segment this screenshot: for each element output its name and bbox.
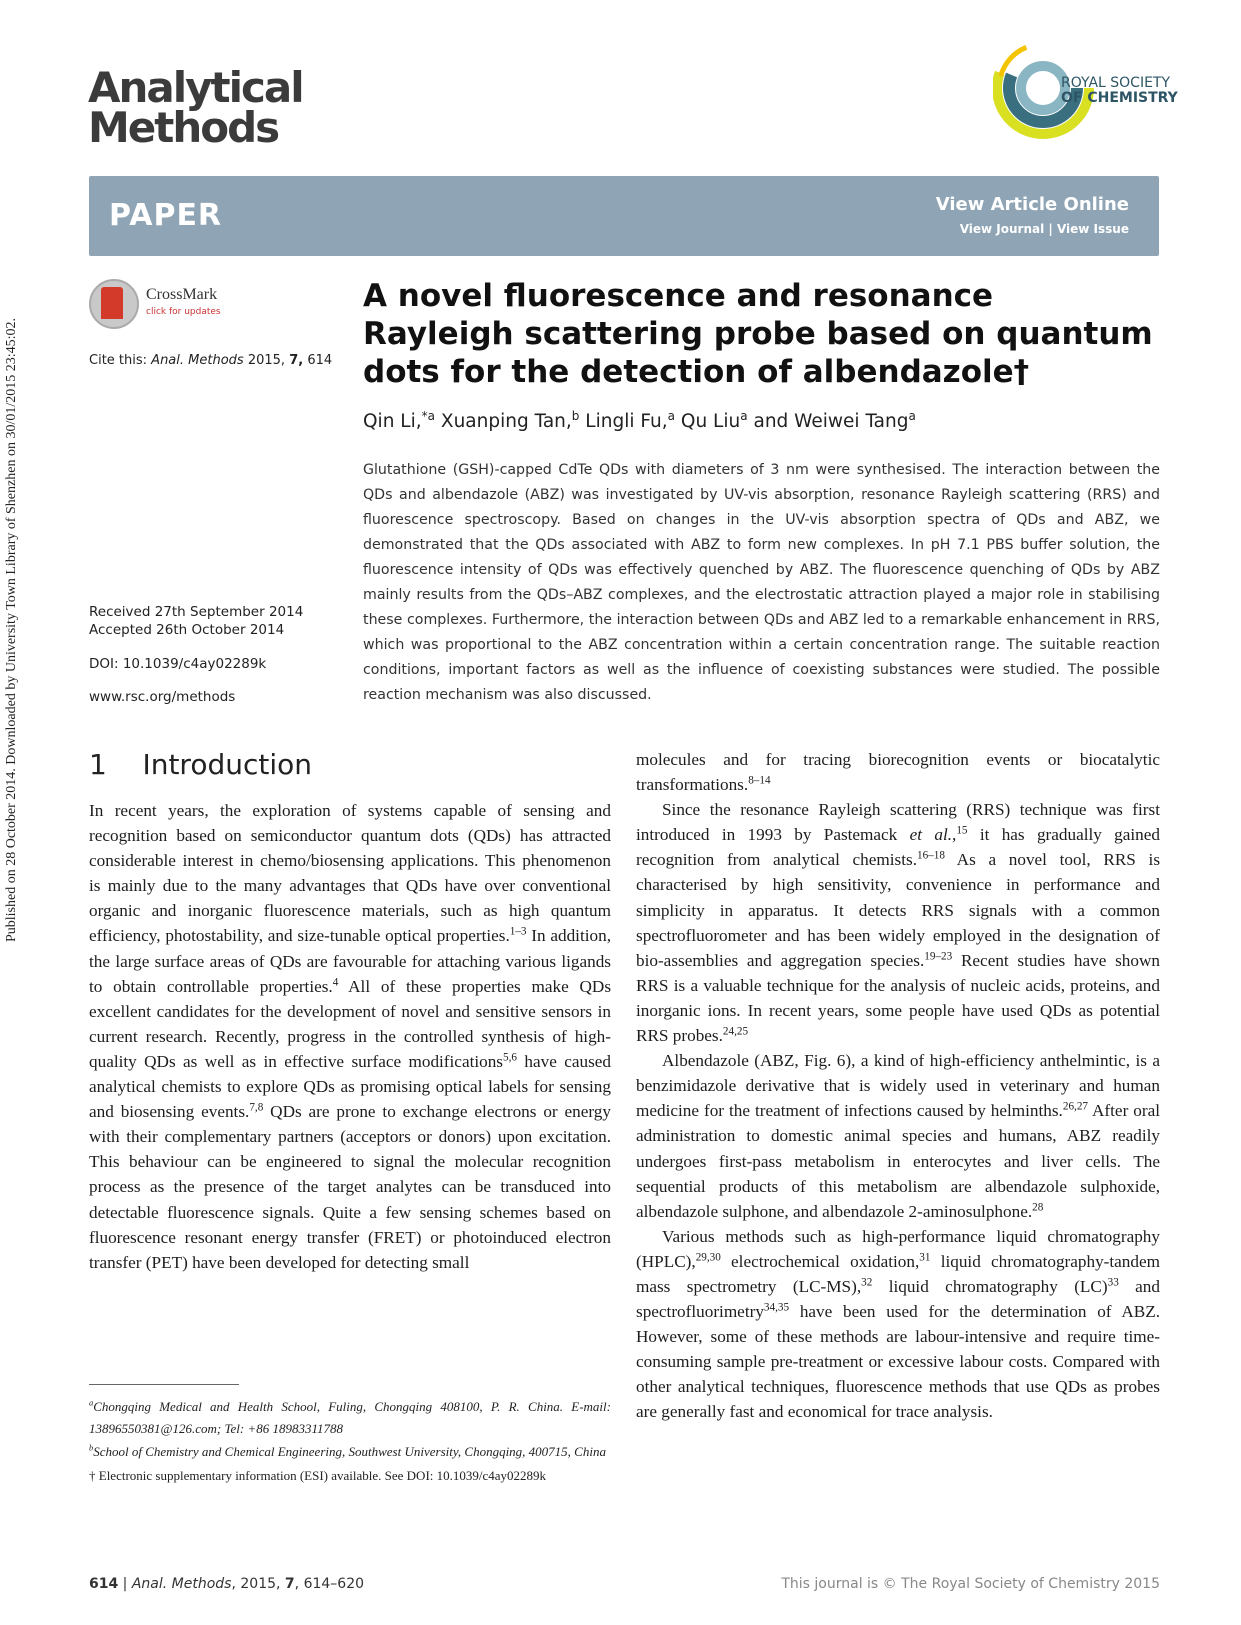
citation-ref[interactable]: 19–23: [924, 950, 953, 963]
text-run: and spectrofluorimetry: [636, 1276, 1160, 1322]
text-run: molecules and for tracing biorecognition events or biocatalytic transformations.: [636, 750, 1160, 795]
footnote-a-mark: a: [89, 1397, 94, 1408]
citation-ref[interactable]: 33: [1107, 1276, 1119, 1289]
footnote-affiliation-b: [89, 1441, 611, 1463]
journal-title-line1: Analytical: [88, 63, 303, 112]
citation-ref[interactable]: 29,30: [695, 1251, 721, 1264]
rsc-wordmark: [1061, 76, 1178, 106]
citation-ref[interactable]: 24,25: [722, 1025, 749, 1038]
citation-ref[interactable]: 34,35: [763, 1301, 790, 1314]
text-run: Various methods such as high-performance liquid chromatography (HPLC),: [636, 1226, 1160, 1271]
rsc-wordmark-line2: OF CHEMISTRY: [1061, 90, 1178, 106]
text-run: As a novel tool, RRS is characterised by high sensitivity, convenience in performance and simplicity in apparatus. It detects RRS signals with a common spectrofluorometer and has been widely employed in the designation of bio-assemblies and aggregation species.: [636, 850, 1161, 970]
abstract: Glutathione (GSH)-capped CdTe QDs with diameters of 3 nm were synthesised. The interaction between the QDs and albendazole (ABZ) was investigated by UV-vis absorption, resonance Rayleigh scattering (RRS) and fluorescence spectroscopy. Based on changes in the UV-vis absorption spectra of QDs and ABZ, we demonstrated that the QDs associated with ABZ to form new complexes. In pH 7.1 PBS buffer solution, the fluorescence intensity of QDs was effectively quenched by ABZ. The fluorescence quenching of QDs by ABZ mainly results from the QDs–ABZ complexes, and the electrostatic attraction played a major role in stabilising these complexes. Furthermore, the interaction between QDs and ABZ led to a remarkable enhancement in RRS, which was proportional to the ABZ concentration within a certain concentration range. The suitable reaction conditions, important factors as well as the influence of coexisting substances were studied. The possible reaction mechanism was also discussed.: [363, 462, 1160, 703]
cite-this: [89, 353, 332, 368]
intro-paragraph-3: [636, 797, 1160, 1048]
accepted-date: Accepted 26th October 2014: [89, 622, 285, 638]
text-run: Albendazole (ABZ, Fig. 6), a kind of high-efficiency anthelmintic, is a benzimidazole derivative that is widely used in veterinary and human medicine for the treatment of infections caused by helminths.: [636, 1051, 1160, 1121]
italic-text: et al.: [909, 825, 953, 845]
article-title: A novel fluorescence and resonance Rayleigh scattering probe based on quantum dots for the detection of albendazole†: [363, 278, 1153, 390]
received-date: Received 27th September 2014: [89, 604, 304, 620]
journal-title-line2: Methods: [88, 103, 279, 152]
footnote-affiliation-a: [89, 1396, 611, 1439]
doi[interactable]: DOI: 10.1039/c4ay02289k: [89, 656, 267, 672]
footnote-b-mark: b: [89, 1442, 94, 1453]
view-issue-link[interactable]: View Issue: [1056, 222, 1129, 236]
footer-journal: Anal. Methods: [131, 1576, 232, 1592]
citation-ref[interactable]: 15: [956, 824, 968, 837]
journal-website-link[interactable]: www.rsc.org/methods: [89, 689, 236, 705]
page-footer-citation: [89, 1576, 364, 1592]
body-column-right: [636, 747, 1160, 1425]
intro-paragraph-5: [636, 1224, 1160, 1425]
citation-ref[interactable]: 26,27: [1062, 1100, 1088, 1113]
cite-journal: Anal. Methods: [151, 353, 244, 368]
text-run: liquid chromatography (LC): [872, 1276, 1108, 1296]
intro-paragraph-1: [89, 798, 611, 1275]
citation-ref[interactable]: 32: [861, 1276, 873, 1289]
footnote-divider: [89, 1384, 239, 1385]
citation-ref[interactable]: 7,8: [249, 1101, 264, 1114]
page-number: 614: [89, 1576, 119, 1592]
author-affiliation-mark: b: [571, 408, 580, 423]
cite-year: 2015,: [247, 353, 286, 368]
text-run: liquid chromatography-tandem mass spectrometry (LC-MS),: [636, 1251, 1160, 1296]
crossmark-sub: click for updates: [146, 307, 221, 317]
author-name: Xuanping Tan,: [435, 411, 572, 432]
article-type-banner: [89, 176, 1159, 256]
cite-page: 614: [307, 353, 333, 368]
text-run: electrochemical oxidation,: [720, 1251, 920, 1271]
citation-ref[interactable]: 28: [1032, 1200, 1044, 1213]
side-note-text: Published on 28 October 2014. Downloaded by University Town Library of Shenzhen on 30/01/2015 23:45:02.: [4, 317, 19, 943]
citation-ref[interactable]: 5,6: [503, 1051, 517, 1064]
view-article-online-link[interactable]: View Article Online: [935, 194, 1129, 215]
author-name: Lingli Fu,: [579, 411, 668, 432]
footnotes: [89, 1396, 611, 1488]
citation-ref[interactable]: 31: [919, 1251, 931, 1264]
text-run: it has gradually gained recognition from analytical chemists.: [636, 825, 1160, 870]
author-name: and Weiwei Tang: [747, 411, 909, 432]
text-run: In recent years, the exploration of systems capable of sensing and recognition based on semiconductor quantum dots (QDs) has attracted considerable interest in chemo/biosensing applications. This phenomenon is mainly due to the many advantages that QDs have over conventional organic and inorganic fluorescence materials, such as high quantum efficiency, photostability, and size-tunable optical properties.: [89, 801, 611, 946]
text-run: have caused analytical chemists to explore QDs as promising optical labels for sensing and biosensing events.: [89, 1051, 611, 1122]
crossmark-label: CrossMark: [146, 286, 218, 303]
rsc-wordmark-line1: ROYAL SOCIETY: [1061, 75, 1171, 91]
intro-paragraph-2: [636, 747, 1160, 797]
text-run: QDs are prone to exchange electrons or energy with their complementary partners (acceptors or donors) upon excitation. This behaviour can be engineered to signal the molecular recognition process as the presence of the target analytes can be transduced into detectable fluorescence signals. Quite a few sensing schemes based on fluorescence resonant energy transfer (FRET) or photoinduced electron transfer (PET) have been developed for detecting small: [89, 1102, 611, 1272]
footnote-a-text: Chongqing Medical and Health School, Fuling, Chongqing 408100, P. R. China. E-mail: 13896550381@126.com; Tel: +86 18983311788: [89, 1399, 611, 1436]
body-column-left: [89, 798, 611, 1275]
citation-ref[interactable]: 1–3: [509, 925, 527, 938]
citation-ref[interactable]: 8–14: [748, 774, 771, 787]
view-journal-link[interactable]: View Journal: [959, 222, 1045, 236]
footer-pages: , 614–620: [294, 1576, 365, 1592]
section-heading-introduction: [89, 748, 312, 781]
author-name: Qu Liu: [675, 411, 741, 432]
cite-volume: 7,: [289, 353, 304, 368]
citation-ref[interactable]: 4: [332, 975, 339, 988]
text-run: ,: [952, 825, 957, 845]
intro-paragraph-4: [636, 1048, 1160, 1224]
text-run: All of these properties make QDs excellent candidates for the development of novel and sensitive sensors in current research. Recently, progress in the controlled synthesis of high-quality QDs as well as in effective surface modifications: [89, 976, 612, 1071]
article-type-label: PAPER: [109, 198, 223, 233]
author-affiliation-mark: a: [740, 408, 748, 423]
cite-prefix: Cite this:: [89, 353, 148, 368]
crossmark-badge[interactable]: [89, 279, 329, 333]
text-run: have been used for the determination of ABZ. However, some of these methods are labour-intensive and require time-consuming sample pre-treatment or excessive labour costs. Compared with other analytical techniques, fluorescence methods that use QDs as probes are generally fast and economical for trace analysis.: [636, 1302, 1160, 1422]
copyright-notice: This journal is © The Royal Society of Chemistry 2015: [781, 1576, 1160, 1592]
author-affiliation-mark: *a: [421, 408, 436, 423]
link-separator: |: [1048, 222, 1053, 236]
crossmark-bookmark-icon: [101, 287, 123, 319]
view-links: [960, 222, 1129, 236]
footnote-b-text: School of Chemistry and Chemical Engineering, Southwest University, Chongqing, 400715, China: [93, 1444, 606, 1459]
citation-ref[interactable]: 16–18: [917, 849, 945, 862]
footer-volume: 7: [284, 1576, 295, 1592]
text-run: In addition, the large surface areas of QDs are favourable for attaching various ligands to obtain controllable properties.: [89, 926, 611, 996]
journal-title[interactable]: [88, 63, 303, 152]
footer-separator: |: [118, 1576, 132, 1592]
section-number: 1: [89, 748, 107, 781]
footnote-esi: † Electronic supplementary information (ESI) available. See DOI: 10.1039/c4ay02289k: [89, 1467, 547, 1483]
footer-year: , 2015,: [231, 1576, 285, 1592]
author-list: [363, 408, 1153, 432]
article-dates: [89, 603, 303, 639]
author-affiliation-mark: a: [908, 408, 916, 423]
author-name: Qin Li,: [363, 411, 422, 432]
section-title: Introduction: [142, 748, 312, 781]
download-side-note: [2, 255, 22, 1005]
text-run: Recent studies have shown RRS is a valuable technique for the analysis of nucleic acids, proteins, and inorganic ions. In recent years, some people have used QDs as potential RRS probes.: [636, 950, 1160, 1046]
text-run: After oral administration to domestic animal species and humans, ABZ readily undergoes first-pass metabolism in enterocytes and liver cells. The sequential products of this metabolism are albendazole sulphoxide, albendazole sulphone, and albendazole 2-aminosulphone.: [636, 1101, 1160, 1221]
author-affiliation-mark: a: [667, 408, 675, 423]
text-run: Since the resonance Rayleigh scattering (RRS) technique was first introduced in 1993 by Pastemack: [636, 800, 1160, 845]
